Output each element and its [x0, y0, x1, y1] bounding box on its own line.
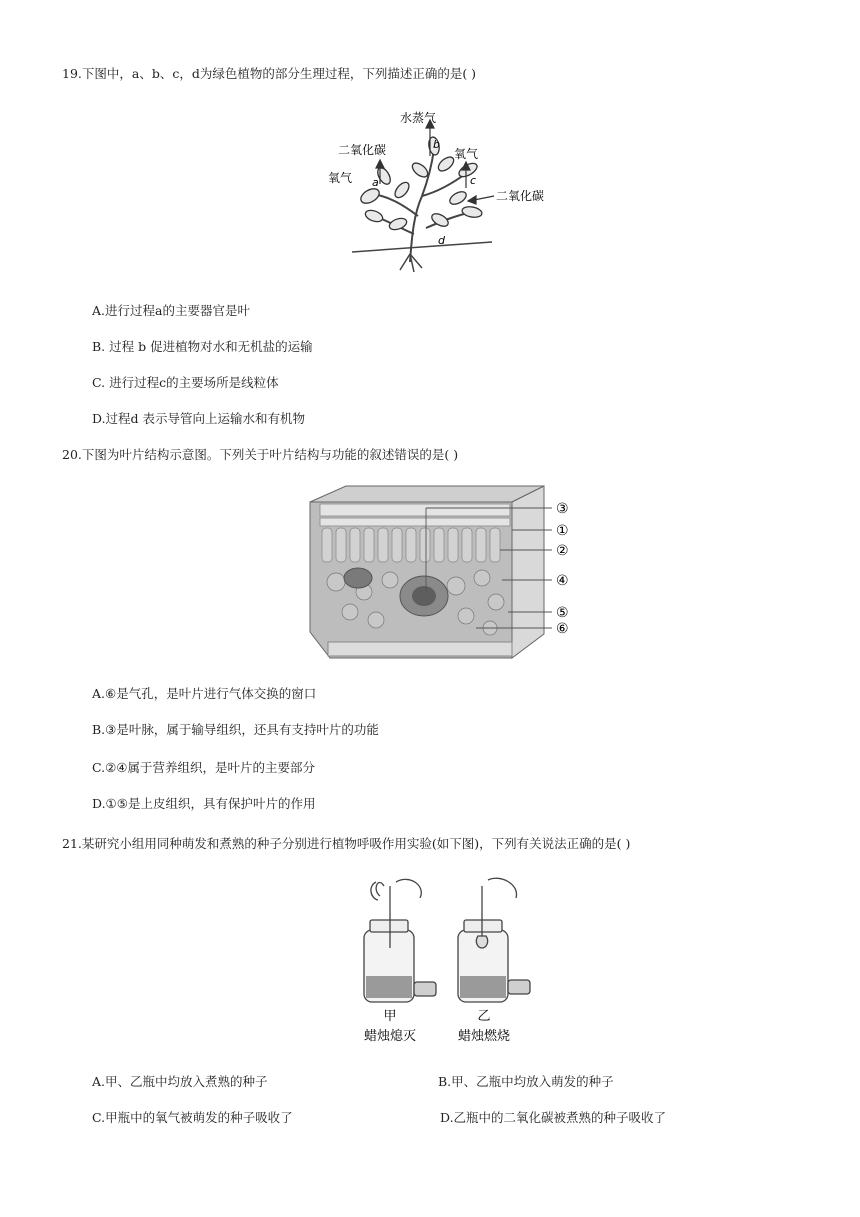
- leaf-structure-figure: [306, 482, 582, 672]
- q20-option-b[interactable]: B.③是叶脉，属于输导组织，还具有支持叶片的功能: [92, 722, 379, 737]
- q21-option-a[interactable]: A.甲、乙瓶中均放入煮熟的种子: [92, 1074, 268, 1089]
- caption-left: 蜡烛熄灭: [363, 1029, 417, 1044]
- process-b-label: b: [433, 138, 440, 151]
- q21-option-b[interactable]: B.甲、乙瓶中均放入萌发的种子: [438, 1074, 614, 1089]
- q20-option-a[interactable]: A.⑥是气孔，是叶片进行气体交换的窗口: [92, 686, 317, 701]
- q19-option-c[interactable]: C. 进行过程c的主要场所是线粒体: [92, 375, 279, 390]
- leaf-label-4: ④: [556, 573, 569, 589]
- leaf-label-6: ⑥: [556, 621, 569, 637]
- respiration-experiment-figure: [350, 876, 536, 1048]
- leaf-label-5: ⑤: [556, 605, 569, 621]
- leaf-label-3: ③: [556, 501, 569, 517]
- water-vapor-label: 水蒸气: [400, 111, 437, 125]
- co2-left-label: 二氧化碳: [338, 143, 387, 157]
- leaf-label-2: ②: [556, 543, 569, 559]
- process-d-label: d: [438, 234, 445, 247]
- q19-option-a[interactable]: A.进行过程a的主要器官是叶: [92, 303, 250, 318]
- q20-option-c[interactable]: C.②④属于营养组织，是叶片的主要部分: [92, 760, 316, 775]
- jar-right-label: 乙: [477, 1009, 491, 1024]
- leaf-label-1: ①: [556, 523, 569, 539]
- co2-right-label: 二氧化碳: [496, 189, 545, 203]
- q19-option-b[interactable]: B. 过程 b 促进植物对水和无机盐的运输: [92, 339, 313, 354]
- process-a-label: a: [372, 176, 379, 189]
- process-c-label: c: [470, 174, 477, 187]
- q21-option-d[interactable]: D.乙瓶中的二氧化碳被煮熟的种子吸收了: [440, 1110, 667, 1125]
- jar-left-label: 甲: [383, 1009, 397, 1024]
- q21-option-c[interactable]: C.甲瓶中的氧气被萌发的种子吸收了: [92, 1110, 293, 1125]
- plant-process-figure: [322, 104, 558, 274]
- o2-right-label: 氧气: [454, 147, 479, 161]
- o2-left-label: 氧气: [328, 171, 353, 185]
- question-20-stem: 20.下图为叶片结构示意图。下列关于叶片结构与功能的叙述错误的是( ): [62, 447, 459, 462]
- question-19-stem: 19.下图中，a、b、c，d为绿色植物的部分生理过程，下列描述正确的是( ): [62, 66, 477, 81]
- q20-option-d[interactable]: D.①⑤是上皮组织，具有保护叶片的作用: [92, 796, 316, 811]
- question-21-stem: 21.某研究小组用同种萌发和煮熟的种子分别进行植物呼吸作用实验(如下图)，下列有关说法正确的是( ): [62, 836, 631, 851]
- q19-option-d[interactable]: D.过程d 表示导管向上运输水和有机物: [92, 411, 306, 426]
- caption-right: 蜡烛燃烧: [457, 1029, 511, 1044]
